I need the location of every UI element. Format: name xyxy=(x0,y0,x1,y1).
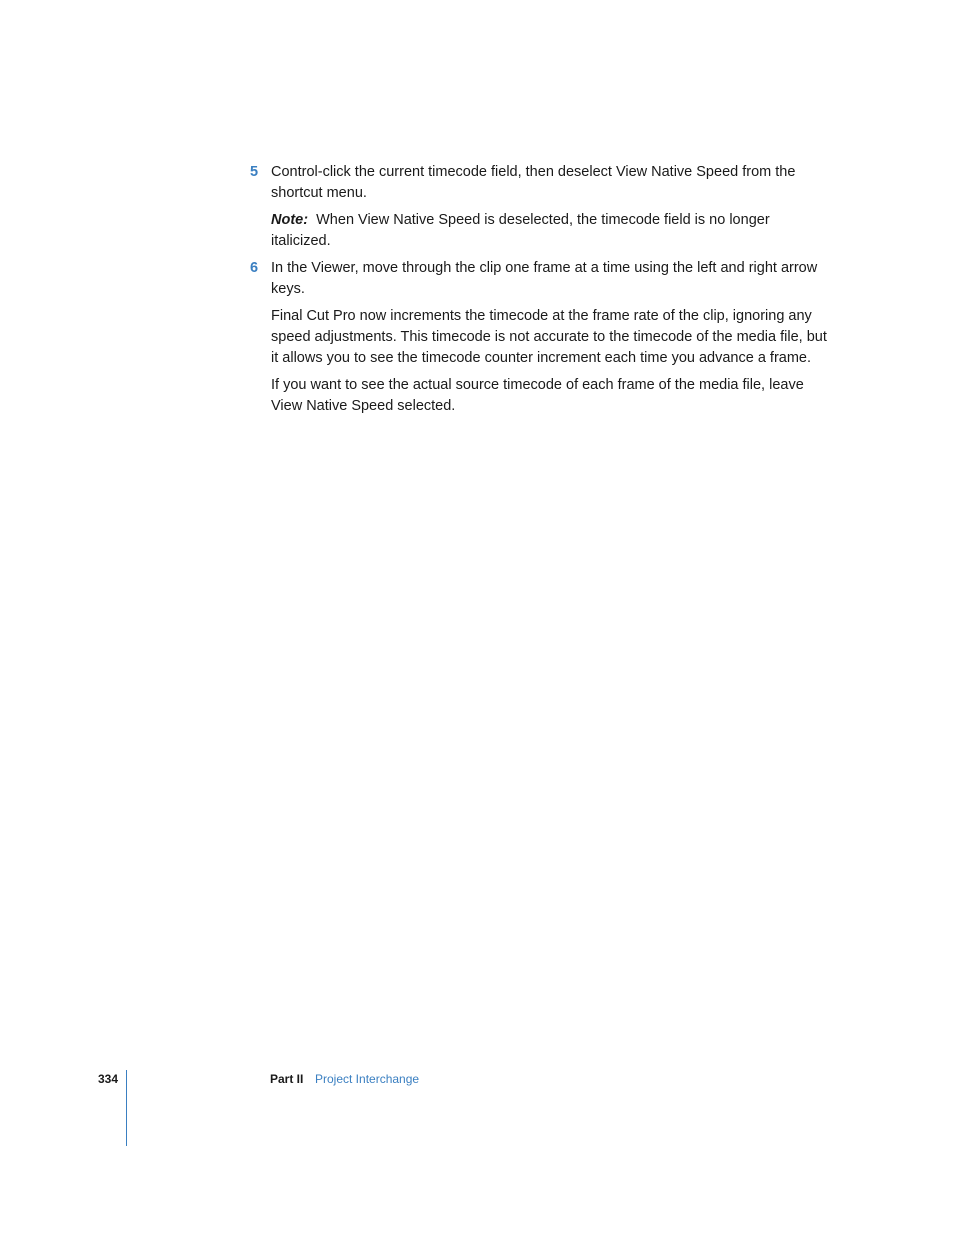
note-label: Note: xyxy=(271,212,309,228)
step-number: 5 xyxy=(250,164,259,180)
part-label: Part II xyxy=(270,1072,304,1086)
step-text: Control-click the current timecode field, then deselect View Native Speed from the shortcut menu. xyxy=(271,164,796,201)
step-6 xyxy=(250,258,830,300)
step-number: 6 xyxy=(250,260,259,276)
note-paragraph xyxy=(250,210,830,252)
step-5 xyxy=(250,162,830,204)
body-paragraph: If you want to see the actual source timecode of each frame of the media file, leave View Native Speed selected. xyxy=(271,377,804,414)
footer-divider xyxy=(126,1070,127,1146)
note-text: When View Native Speed is deselected, the timecode field is no longer italicized. xyxy=(271,212,770,249)
step-text: In the Viewer, move through the clip one frame at a time using the left and right arrow keys. xyxy=(271,260,818,297)
page-content xyxy=(250,162,830,423)
body-paragraph: Final Cut Pro now increments the timecode at the frame rate of the clip, ignoring any speed adjustments. This timecode is not accurate to the timecode of the media file, but it allows you to see the timecode counter increment each time you advance a frame. xyxy=(271,308,827,366)
page-number: 334 xyxy=(98,1072,119,1086)
part-title-link[interactable]: Project Interchange xyxy=(315,1072,420,1086)
